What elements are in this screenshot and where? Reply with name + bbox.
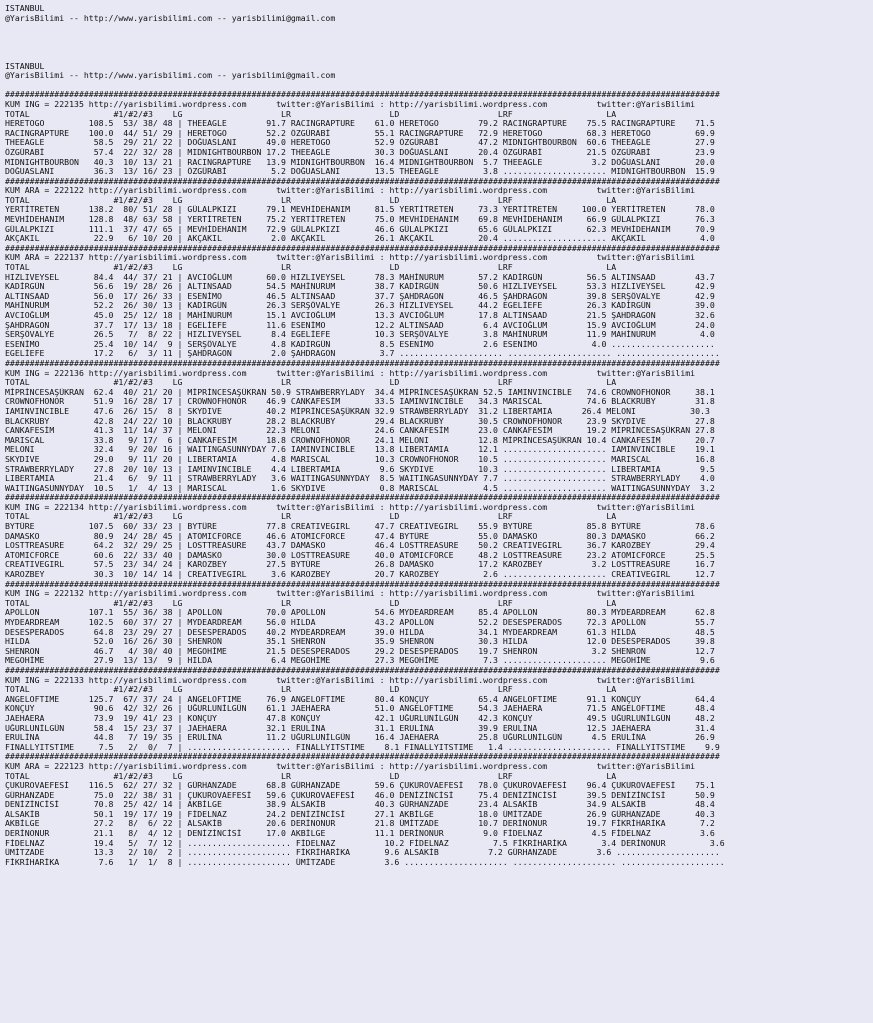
text-line: EGELİEFE 17.2 6/ 3/ 11 | ŞAHDRAGON 2.0 ŞAHDRAGON 3.7 ..................... ..................... ..................... [5,349,720,359]
text-line: FİKRİHARİKA 7.6 1/ 1/ 8 | ..................... ÜMİTZADE 3.6 ..................... ..................... ..................... [5,857,725,867]
text-line: MEVHİDEHANIM 128.8 48/ 63/ 58 | YERTİTRETEN 75.2 YERTİTRETEN 75.0 MEVHİDEHANIM 69.8 MEVHİDEHANIM 66.9 GÜLALPKIZI 76.3 [5,215,715,225]
text-line: KUM ARA = 222122 http://yarisbilimi.wordpress.com twitter:@YarisBilimi : http://yarisbilimi.wordpress.com twitter:@YarisBilimi [5,186,696,196]
text-line: WAITINGASUNNYDAY 10.5 1/ 4/ 13 | MARISCAL 1.6 SKYDIVE 0.8 MARISCAL 4.5 ..................... WAITINGASUNNYDAY 3.2 [5,483,715,493]
text-line: ISTANBUL [5,4,45,13]
text-line: DENİZİNCİSİ 70.8 25/ 42/ 14 | AKBİLGE 38.9 ALSAKİB 40.3 GÜRHANZADE 23.4 ALSAKİB 34.9 ALSAKİB 48.4 [5,800,715,810]
text-line: ÇUKUROVAEFESİ 116.5 62/ 27/ 32 | GÜRHANZADE 68.8 GÜRHANZADE 59.6 ÇUKUROVAEFESİ 78.0 ÇUKUROVAEFESİ 96.4 ÇUKUROVAEFESİ 75.1 [5,781,715,791]
text-line: ÜMİTZADE 13.3 2/ 10/ 2 | ..................... FİKRİHARİKA 9.6 ALSAKİB 7.2 GÜRHANZADE 3.6 ..................... [5,848,720,858]
text-line: DOĞUASLANI 36.3 13/ 16/ 23 | ÖZGÜRABİ 5.2 DOĞUASLANI 13.5 THEEAGLE 3.8 ..................... MIDNIGHTBOURBON 15.9 [5,167,715,177]
text-line: TOTAL #1/#2/#3 LG LR LD LRF LA [5,195,617,205]
text-line: CANKAFESİM 41.3 11/ 14/ 37 | MELONI 22.3 MELONI 24.6 CANKAFESİM 23.0 CANKAFESİM 19.2 MİPRİNCESAŞÜKRAN 27.8 [5,426,715,436]
text-line: HILDA 52.0 16/ 26/ 30 | SHENRON 35.1 SHENRON 35.9 SHENRON 30.3 HILDA 12.0 DESESPERADOS 39.8 [5,637,715,647]
text-line: @YarisBilimi -- http://www.yarisbilimi.com -- yarisbilimi@gmail.com [5,13,336,23]
text-line: MIDNIGHTBOURBON 40.3 10/ 13/ 21 | RACINGRAPTURE 13.9 MIDNIGHTBOURBON 16.4 MIDNIGHTBOURBON 5.7 THEEAGLE 3.2 DOĞUASLANI 20.0 [5,157,715,167]
text-line: KUM ARA = 222137 http://yarisbilimi.wordpress.com twitter:@YarisBilimi : http://yarisbilimi.wordpress.com twitter:@YarisBilimi [5,253,696,263]
text-line: ERULİNA 44.8 7/ 19/ 35 | ERULİNA 11.2 UĞURLUNİLGÜN 16.4 JAEHAERA 25.8 UĞURLUNİLGÜN 4.5 ERULİNA 26.9 [5,733,715,743]
text-line: MELONI 32.4 9/ 20/ 16 | WAITINGASUNNYDAY 7.6 IAMINVINCIBLE 13.8 LIBERTAMIA 12.1 ..................... IAMINVINCIBLE 19.1 [5,445,715,455]
text-line: TOTAL #1/#2/#3 LG LR LD LRF LA [5,109,617,119]
text-line: GÜLALPKIZI 111.1 37/ 47/ 65 | MEVHİDEHANIM 72.9 GÜLALPKIZI 46.6 GÜLALPKIZI 65.6 GÜLALPKIZI 62.3 MEVHİDEHANIM 70.9 [5,224,715,234]
text-line: MAHİNURUM 52.2 26/ 30/ 13 | KADİRGÜN 26.3 SERŞÖVALYE 26.3 HIZLIVEYSEL 44.2 EGELİEFE 26.3 KADİRGÜN 39.0 [5,301,715,311]
text-line: DAMASKO 80.9 24/ 28/ 45 | ATOMICFORCE 46.6 ATOMICFORCE 47.4 BYTÜRE 55.0 DAMASKO 80.3 DAMASKO 66.2 [5,531,715,541]
text-line: ATOMICFORCE 60.6 22/ 33/ 40 | DAMASKO 30.0 LOSTTREASURE 40.0 ATOMICFORCE 48.2 LOSTTREASURE 23.2 ATOMICFORCE 25.5 [5,550,715,560]
text-line: SHENRON 46.7 4/ 30/ 40 | MEGOHİME 21.5 DESESPERADOS 29.2 DESESPERADOS 19.7 SHENRON 3.2 SHENRON 12.7 [5,646,715,656]
text-line: IAMINVINCIBLE 47.6 26/ 15/ 8 | SKYDIVE 40.2 MİPRİNCESAŞÜKRAN 32.9 STRAWBERRYLADY 31.2 LIBERTAMIA 26.4 MELONI 30.3 [5,406,710,416]
text-line: ################################################################################################################################################# [5,752,720,762]
text-line: CREATIVEGIRL 57.5 23/ 34/ 24 | KAROZBEY 27.5 BYTÜRE 26.8 DAMASKO 17.2 KAROZBEY 3.2 LOSTTREASURE 16.7 [5,560,715,570]
text-line: @YarisBilimi -- http://www.yarisbilimi.com -- yarisbilimi@gmail.com [5,71,336,81]
text-line [5,23,869,33]
text-line: ALTINSAAD 56.0 17/ 26/ 33 | ESENİMO 46.5 ALTINSAAD 37.7 ŞAHDRAGON 46.5 ŞAHDRAGON 39.8 SERŞÖVALYE 42.9 [5,291,715,301]
text-line: ÖZGÜRABİ 57.4 22/ 32/ 28 | MIDNIGHTBOURBON 17.2 THEEAGLE 30.3 DOĞUASLANI 20.4 ÖZGÜRABİ 21.5 ÖZGÜRABİ 23.9 [5,147,715,157]
text-line [5,52,869,62]
text-line: ################################################################################################################################################# [5,665,720,675]
text-line: FİDELNAZ 19.4 5/ 7/ 12 | ..................... FİDELNAZ 10.2 FİDELNAZ 7.5 FİKRİHARİKA 3.4 DERİNONUR 3.6 [5,838,725,848]
text-line: AKÇAKIL 22.9 6/ 10/ 20 | AKÇAKIL 2.0 AKÇAKIL 26.1 AKÇAKIL 20.4 ..................... AKÇAKIL 4.0 [5,234,715,244]
text-line: KUM ING = 222134 http://yarisbilimi.wordpress.com twitter:@YarisBilimi : http://yarisbilimi.wordpress.com twitter:@YarisBilimi [5,502,696,512]
text-line: MİPRİNCESAŞÜKRAN 62.4 40/ 21/ 20 | MİPRİNCESAŞÜKRAN 50.9 STRAWBERRYLADY 34.4 MİPRİNCESAŞÜKRAN 52.5 IAMINVINCIBLE 74.6 CROWNOFHONOR 38.1 [5,387,715,397]
text-line: DERİNONUR 21.1 8/ 4/ 12 | DENİZİNCİSİ 17.0 AKBİLGE 11.1 DERİNONUR 9.0 FİDELNAZ 4.5 FİDELNAZ 3.6 [5,829,715,839]
text-line: TOTAL #1/#2/#3 LG LR LD LRF LA [5,771,617,781]
text-line: ALSAKİB 50.1 19/ 17/ 19 | FİDELNAZ 24.2 DENİZİNCİSİ 27.1 AKBİLGE 18.0 ÜMİTZADE 26.9 GÜRHANZADE 40.3 [5,809,715,819]
text-line: MARISCAL 33.8 9/ 17/ 6 | CANKAFESİM 18.8 CROWNOFHONOR 24.1 MELONI 12.8 MİPRİNCESAŞÜKRAN 10.4 CANKAFESİM 20.7 [5,435,715,445]
text-line: SKYDIVE 29.0 9/ 11/ 20 | LIBERTAMIA 4.8 MARISCAL 10.3 CROWNOFHONOR 10.5 ..................... MARISCAL 16.8 [5,454,715,464]
text-line: ISTANBUL [5,61,45,71]
text-line: UĞURLUNİLGÜN 58.4 15/ 23/ 37 | JAEHAERA 32.1 ERULİNA 31.1 ERULİNA 39.9 ERULİNA 12.5 JAEHAERA 31.4 [5,723,715,733]
text-line: RACINGRAPTURE 100.0 44/ 51/ 29 | HERETOGO 52.2 ÖZGÜRABİ 55.1 RACINGRAPTURE 72.9 HERETOGO 68.3 HERETOGO 69.9 [5,128,715,138]
text-line: YERTİTRETEN 138.2 80/ 51/ 28 | GÜLALPKIZI 79.1 MEVHİDEHANIM 81.5 YERTİTRETEN 73.3 YERTİTRETEN 100.0 YERTİTRETEN 78.0 [5,205,715,215]
text-line: KUM ING = 222135 http://yarisbilimi.wordpress.com twitter:@YarisBilimi : http://yarisbilimi.wordpress.com twitter:@YarisBilimi [5,99,696,109]
text-line: TOTAL #1/#2/#3 LG LR LD LRF LA [5,512,617,522]
text-line: SERŞÖVALYE 26.5 7/ 8/ 22 | HIZLIVEYSEL 8.4 EGELİEFE 10.3 SERŞÖVALYE 3.8 MAHİNURUM 11.9 MAHİNURUM 4.0 [5,330,715,340]
text-line: HIZLIVEYSEL 84.4 44/ 37/ 21 | AVCIOĞLUM 60.0 HIZLIVEYSEL 78.3 MAHİNURUM 57.2 KADİRGÜN 56.5 ALTINSAAD 43.7 [5,272,715,282]
text-line: BYTÜRE 107.5 60/ 33/ 23 | BYTÜRE 77.8 CREATIVEGIRL 47.7 CREATIVEGIRL 55.9 BYTÜRE 85.8 BYTÜRE 78.6 [5,522,715,532]
text-line: KADİRGÜN 56.6 19/ 28/ 26 | ALTINSAAD 54.5 MAHİNURUM 38.7 KADİRGÜN 50.6 HIZLIVEYSEL 53.3 HIZLIVEYSEL 42.9 [5,282,715,292]
text-line: KAROZBEY 30.3 10/ 14/ 14 | CREATIVEGIRL 3.6 KAROZBEY 20.7 KAROZBEY 2.6 ..................... CREATIVEGIRL 12.7 [5,570,715,580]
text-line: MEGOHİME 27.9 13/ 13/ 9 | HILDA 6.4 MEGOHİME 27.3 MEGOHİME 7.3 ..................... MEGOHİME 9.6 [5,656,715,666]
text-line: AVCIOĞLUM 45.0 25/ 12/ 18 | MAHİNURUM 15.1 AVCIOĞLUM 13.3 AVCIOĞLUM 17.8 ALTINSAAD 21.5 ŞAHDRAGON 32.6 [5,311,715,320]
text-line: ################################################################################################################################################# [5,493,720,503]
text-line: LIBERTAMIA 21.4 6/ 9/ 11 | STRAWBERRYLADY 3.6 WAITINGASUNNYDAY 8.5 WAITINGASUNNYDAY 7.7 ..................... STRAWBERRYLADY 4.0 [5,474,715,484]
text-line: TOTAL #1/#2/#3 LG LR LD LRF LA [5,685,617,695]
text-line: FINALLYITSTIME 7.5 2/ 0/ 7 | ..................... FINALLYITSTIME 8.1 FINALLYITSTIME 1.4 ..................... FINALLYITSTIME 9.9 [5,742,720,752]
text-line: TOTAL #1/#2/#3 LG LR LD LRF LA [5,598,617,608]
text-line: BLACKRUBY 42.8 24/ 22/ 10 | BLACKRUBY 28.2 BLACKRUBY 29.4 BLACKRUBY 30.5 CROWNOFHONOR 23.9 SKYDIVE 27.8 [5,416,715,426]
text-line: AKBİLGE 27.2 8/ 6/ 22 | ALSAKİB 20.6 DERİNONUR 21.8 ÜMİTZADE 10.7 DERİNONUR 19.7 FİKRİHARİKA 7.2 [5,819,715,829]
text-line: DESESPERADOS 64.8 23/ 29/ 27 | DESESPERADOS 40.2 MYDEARDREAM 39.0 HILDA 34.1 MYDEARDREAM 61.3 HILDA 48.5 [5,627,715,637]
text-line: KUM ING = 222132 http://yarisbilimi.wordpress.com twitter:@YarisBilimi : http://yarisbilimi.wordpress.com twitter:@YarisBilimi [5,589,696,599]
text-line [5,42,869,52]
text-line: LOSTTREASURE 64.2 32/ 29/ 25 | LOSTTREASURE 43.7 DAMASKO 46.4 LOSTTREASURE 50.2 CREATIVEGIRL 36.7 KAROZBEY 29.4 [5,541,715,551]
text-line: HERETOGO 108.5 53/ 38/ 48 | THEEAGLE 91.7 RACINGRAPTURE 61.0 HERETOGO 79.2 RACINGRAPTURE 75.5 RACINGRAPTURE 71.5 [5,119,715,129]
text-line: KONÇUY 90.6 42/ 32/ 26 | UĞURLUNİLGÜN 61.1 JAEHAERA 51.0 ANGELOFTIME 54.3 JAEHAERA 71.5 ANGELOFTIME 48.4 [5,704,715,714]
text-line: THEEAGLE 58.5 29/ 21/ 22 | DOĞUASLANI 49.0 HERETOGO 52.9 ÖZGÜRABİ 47.2 MIDNIGHTBOURBON 60.6 THEEAGLE 27.9 [5,138,715,148]
text-line: KUM ARA = 222123 http://yarisbilimi.wordpress.com twitter:@YarisBilimi : http://yarisbilimi.wordpress.com twitter:@YarisBilimi [5,761,696,771]
text-line: TOTAL #1/#2/#3 LG LR LD LRF LA [5,378,617,388]
text-line: GÜRHANZADE 75.0 22/ 38/ 31 | ÇUKUROVAEFESİ 59.6 ÇUKUROVAEFESİ 46.0 DENİZİNCİSİ 75.4 DENİZİNCİSİ 39.5 DENİZİNCİSİ 50.9 [5,790,715,800]
text-line: ################################################################################################################################################# [5,579,720,589]
text-line: APOLLON 107.1 55/ 36/ 38 | APOLLON 70.0 APOLLON 54.6 MYDEARDREAM 85.4 APOLLON 80.3 MYDEARDREAM 62.8 [5,608,715,618]
text-line [5,33,869,43]
text-line: ŞAHDRAGON 37.7 17/ 13/ 18 | EGELİEFE 11.6 ESENİMO 12.2 ALTINSAAD 6.4 AVCIOĞLUM 15.9 AVCIOĞLUM 24.0 [5,320,715,330]
text-line: JAEHAERA 73.9 19/ 41/ 23 | KONÇUY 47.8 KONÇUY 42.1 UĞURLUNİLGÜN 42.3 KONÇUY 49.5 UĞURLUNİLGÜN 48.2 [5,713,715,723]
text-line: ################################################################################################################################################# [5,243,720,253]
text-line: ################################################################################################################################################# [5,90,720,100]
text-line: KUM ING = 222133 http://yarisbilimi.wordpress.com twitter:@YarisBilimi : http://yarisbilimi.wordpress.com twitter:@YarisBilimi [5,675,696,685]
text-line: TOTAL #1/#2/#3 LG LR LD LRF LA [5,263,617,273]
text-line: ################################################################################################################################################# [5,176,720,186]
text-line: KUM ING = 222136 http://yarisbilimi.wordpress.com twitter:@YarisBilimi : http://yarisbilimi.wordpress.com twitter:@YarisBilimi [5,368,696,378]
text-line: CROWNOFHONOR 51.9 16/ 28/ 17 | CROWNOFHONOR 46.9 CANKAFESİM 33.5 IAMINVINCIBLE 34.3 MARISCAL 74.6 BLACKRUBY 31.8 [5,397,715,407]
text-line: STRAWBERRYLADY 27.8 20/ 10/ 13 | IAMINVINCIBLE 4.4 LIBERTAMIA 9.6 SKYDIVE 10.3 ..................... LIBERTAMIA 9.5 [5,464,715,474]
text-line: ################################################################################################################################################# [5,358,720,368]
text-line: ANGELOFTIME 125.7 67/ 37/ 24 | ANGELOFTIME 76.9 ANGELOFTIME 80.4 KONÇUY 65.4 ANGELOFTIME 91.1 KONÇUY 64.4 [5,694,715,704]
text-line [5,81,869,91]
text-line: MYDEARDREAM 102.5 60/ 37/ 27 | MYDEARDREAM 56.0 HILDA 43.2 APOLLON 52.2 DESESPERADOS 72.3 APOLLON 55.7 [5,618,715,627]
text-line: ESENİMO 25.4 10/ 14/ 9 | SERŞÖVALYE 4.8 KADİRGÜN 8.5 ESENİMO 2.6 ESENİMO 4.0 ..................... [5,339,715,349]
